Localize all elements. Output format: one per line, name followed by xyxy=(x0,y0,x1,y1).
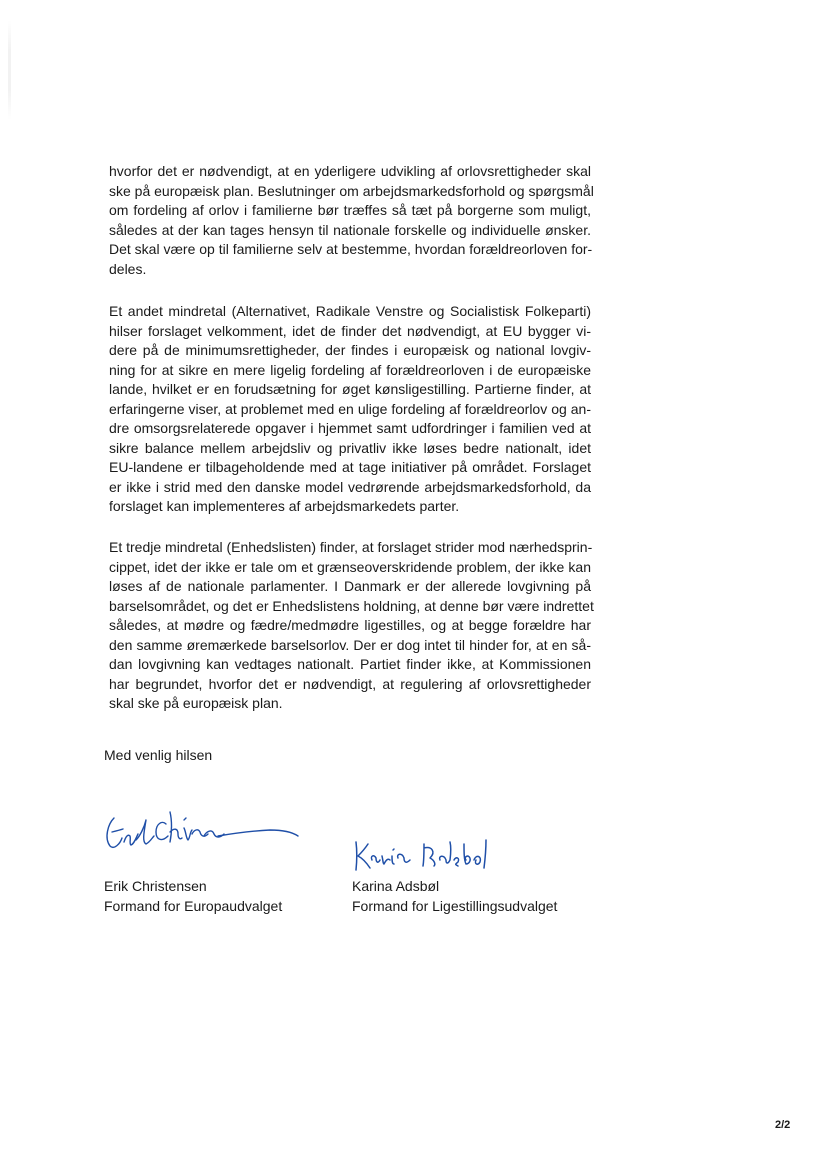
text-line: skal ske på europæisk plan. xyxy=(109,695,283,711)
text-line: om fordeling af orlov i familierne bør træffes så tæt på borgerne som muligt, xyxy=(109,202,591,218)
text-line: hilser forslaget velkomment, idet de finder det nødvendigt, at EU bygger vi- xyxy=(109,322,591,339)
signer-title: Formand for Europaudvalget xyxy=(104,898,283,914)
text-line: er ikke i strid med den danske model vedrørende arbejdsmarkedsforhold, da xyxy=(109,478,591,495)
paragraph-majority-position xyxy=(109,162,594,279)
text-line: dan lovgivning kan vedtages nationalt. Partiet finder ikke, at Kommissionen xyxy=(109,656,591,672)
text-line: cippet, idet der ikke er tale om et grænseoverskridende problem, der ikke kan xyxy=(109,558,591,575)
text-line: EU-landene er tilbageholdende med at tage initiativer på området. Forslaget xyxy=(109,459,591,475)
signer-name: Karina Adsbøl xyxy=(352,878,440,894)
signer-block-1 xyxy=(104,876,282,916)
text-line: lande, hvilket er en forudsætning for øget kønsligestilling. Partierne finder, at xyxy=(109,381,591,397)
text-line: hvorfor det er nødvendigt, at en yderligere udvikling af orlovsrettigheder skal xyxy=(109,163,591,179)
text-line: dere på de minimumsrettigheder, der findes i europæisk og national lovgiv- xyxy=(109,342,591,358)
text-line: Et andet mindretal (Alternativet, Radikale Venstre og Socialistisk Folkeparti) xyxy=(109,303,591,319)
text-line: således, at mødre og fædre/medmødre ligestilles, og at begge forældre har xyxy=(109,617,591,633)
text-line: den samme øremærkede barselsorlov. Der er dog intet til hinder for, at en så- xyxy=(109,636,591,653)
signature-erik-christensen xyxy=(100,798,305,858)
signer-name: Erik Christensen xyxy=(104,878,207,894)
page-number: 2/2 xyxy=(775,1119,791,1131)
text-line: Et tredje mindretal (Enhedslisten) finder, at forslaget strider mod nærhedsprin- xyxy=(109,539,593,555)
text-line: sikre balance mellem arbejdsliv og privatliv ikke løses bedre nationalt, idet xyxy=(109,439,591,456)
text-line: deles. xyxy=(109,260,147,277)
signer-title: Formand for Ligestillingsudvalget xyxy=(352,898,558,914)
scan-edge-mark xyxy=(8,20,11,120)
text-line: ning for at sikre en mere ligelig fordeling af forældreorloven i de europæiske xyxy=(109,361,591,378)
paragraph-second-minority xyxy=(109,302,591,517)
text-line: løses af de nationale parlamenter. I Danmark er der allerede lovgivning på xyxy=(109,578,591,594)
text-line: således at der kan tages hensyn til nationale forskelle og individuelle ønsker. xyxy=(109,221,591,238)
text-line: Det skal være op til familierne selv at bestemme, hvordan forældreorloven for- xyxy=(109,241,593,257)
signature-karina-adsbol xyxy=(348,830,493,878)
text-line: har begrundet, hvorfor det er nødvendigt, at regulering af orlovsrettigheder xyxy=(109,675,591,692)
text-line: ske på europæisk plan. Beslutninger om arbejdsmarkedsforhold og spørgsmål xyxy=(109,182,594,199)
text-line: erfaringerne viser, at problemet med en ulige fordeling af forældreorlov og an- xyxy=(109,400,591,417)
text-line: barselsområdet, og det er Enhedslistens holdning, at denne bør være indrettet xyxy=(109,597,594,614)
text-line: forslaget kan implementeres af arbejdsmarkedets parter. xyxy=(109,498,460,514)
text-line: dre omsorgsrelaterede opgaver i hjemmet samt udfordringer i familien ved at xyxy=(109,420,591,436)
closing-greeting: Med venlig hilsen xyxy=(104,747,213,763)
signer-block-2 xyxy=(352,876,557,916)
paragraph-third-minority xyxy=(109,538,594,714)
